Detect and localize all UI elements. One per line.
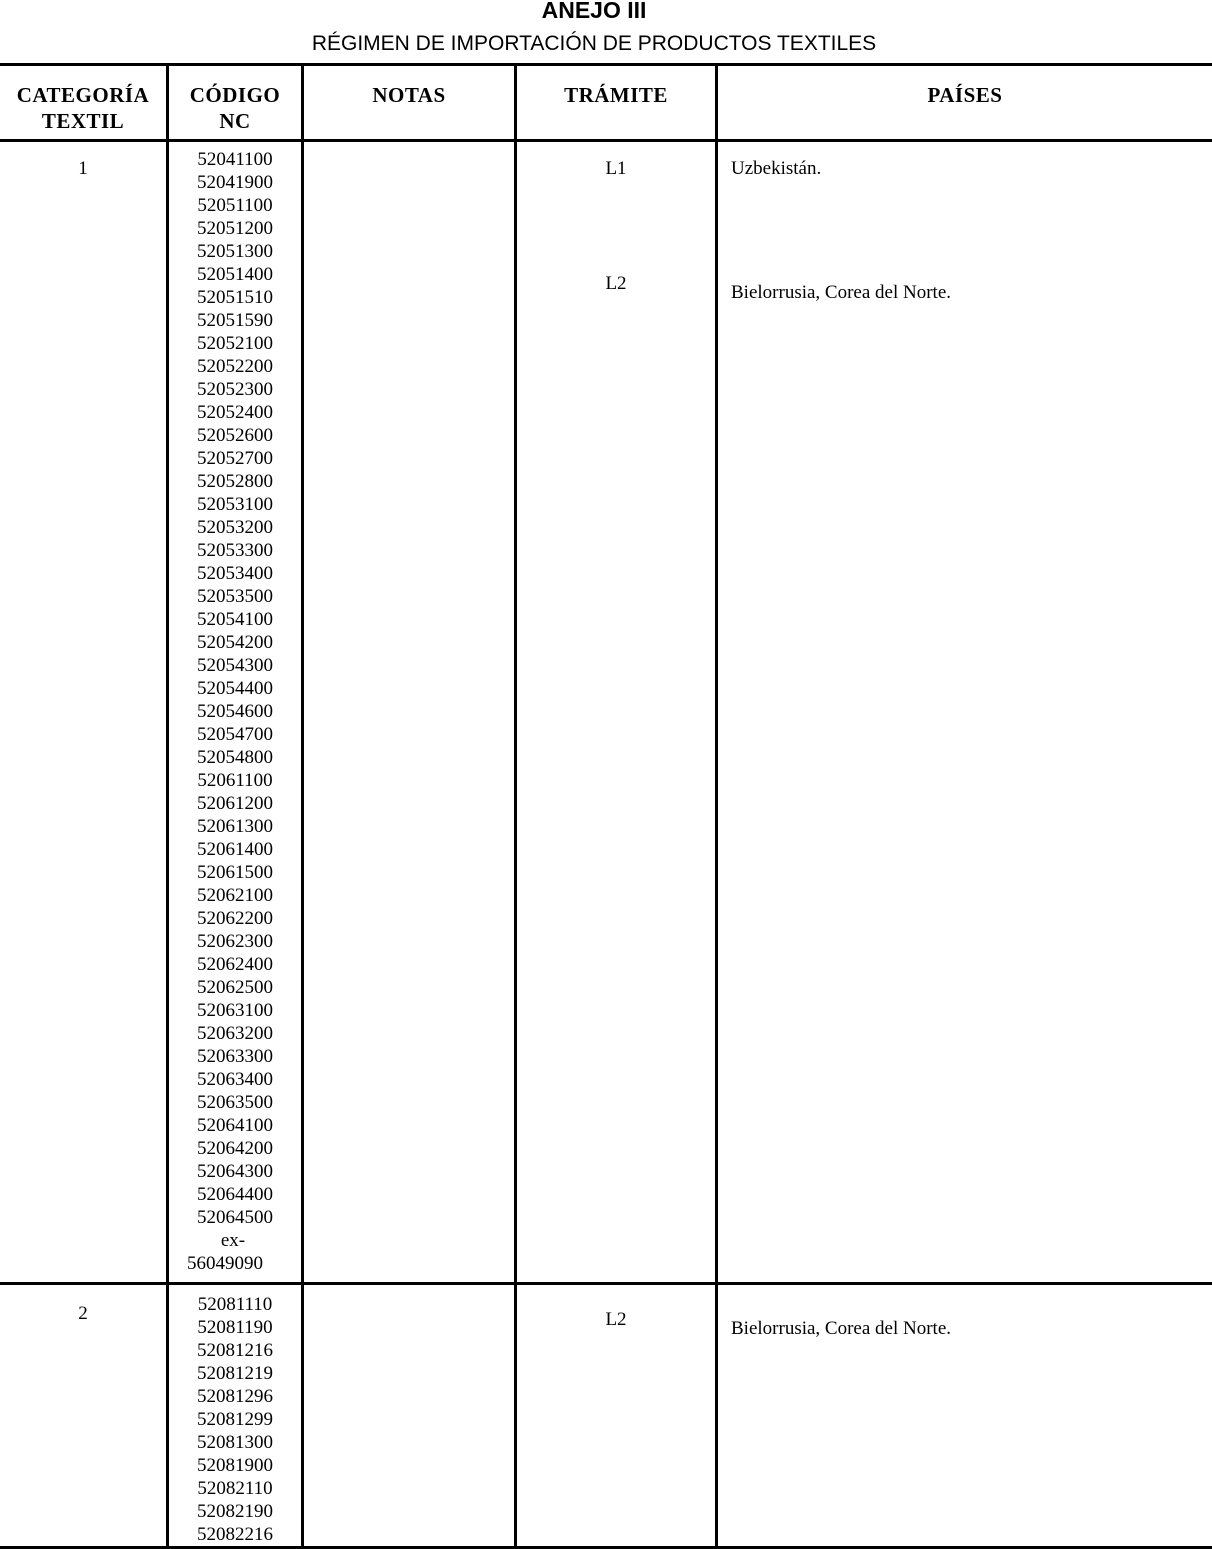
column-header-notas — [304, 82, 514, 108]
nc-code: 52054200 — [197, 632, 273, 653]
document-subtitle: RÉGIMEN DE IMPORTACIÓN DE PRODUCTOS TEXTILES — [311, 32, 877, 55]
nc-code: 52082216 — [197, 1524, 273, 1545]
column-header-codigo — [169, 82, 301, 134]
nc-code: 52082110 — [197, 1478, 273, 1499]
nc-code: 52063100 — [197, 1000, 273, 1021]
row1-paises-2: Bielorrusia, Corea del Norte. — [731, 282, 952, 303]
nc-code: 52064400 — [197, 1184, 273, 1205]
nc-code: 52053100 — [197, 494, 273, 515]
row1-tramite-1: L1 — [605, 158, 627, 179]
nc-code: 52051100 — [197, 195, 273, 216]
nc-code: 52062400 — [197, 954, 273, 975]
nc-code: 52062200 — [197, 908, 273, 929]
nc-code: 52051400 — [197, 264, 273, 285]
header-notas-label: NOTAS — [372, 83, 446, 107]
table-top-rule — [0, 63, 1212, 66]
nc-code: 52081219 — [197, 1363, 273, 1384]
nc-code: 52064500 — [197, 1207, 273, 1228]
nc-code: 52054300 — [197, 655, 273, 676]
nc-code: 52081296 — [197, 1386, 273, 1407]
nc-code: 52081299 — [197, 1409, 273, 1430]
header-codigo-label: CÓDIGO NC — [189, 83, 281, 133]
nc-code: 52053300 — [197, 540, 273, 561]
column-rule — [301, 63, 304, 1549]
nc-code: 52052700 — [197, 448, 273, 469]
header-paises-label: PAÍSES — [927, 83, 1003, 107]
nc-code: 52052300 — [197, 379, 273, 400]
nc-code: 52063400 — [197, 1069, 273, 1090]
nc-code: 52053400 — [197, 563, 273, 584]
nc-code: 52052600 — [197, 425, 273, 446]
nc-code: 52054400 — [197, 678, 273, 699]
nc-code: 52051510 — [197, 287, 273, 308]
nc-code: 52063200 — [197, 1023, 273, 1044]
row-divider-rule — [0, 1282, 1212, 1285]
row2-categoria: 2 — [78, 1303, 88, 1324]
row1-categoria: 1 — [78, 158, 88, 179]
row2-paises-1: Bielorrusia, Corea del Norte. — [731, 1318, 952, 1339]
nc-code: 52052400 — [197, 402, 273, 423]
nc-code: 52051200 — [197, 218, 273, 239]
nc-code: 52061200 — [197, 793, 273, 814]
nc-code: 52041100 — [197, 149, 273, 170]
nc-code: 52053500 — [197, 586, 273, 607]
nc-code: 56049090 — [187, 1253, 263, 1274]
nc-code: 52051590 — [197, 310, 273, 331]
nc-code: 52064100 — [197, 1115, 273, 1136]
nc-code: 52052100 — [197, 333, 273, 354]
header-bottom-rule — [0, 139, 1212, 142]
row1-tramite-2: L2 — [605, 273, 627, 294]
nc-code: 52061300 — [197, 816, 273, 837]
nc-code: 52062100 — [197, 885, 273, 906]
nc-code: 52051300 — [197, 241, 273, 262]
header-tramite-label: TRÁMITE — [564, 83, 668, 107]
nc-code: 52081190 — [197, 1317, 273, 1338]
nc-code: 52064200 — [197, 1138, 273, 1159]
nc-code: 52062300 — [197, 931, 273, 952]
nc-code: 52081216 — [197, 1340, 273, 1361]
nc-code: 52041900 — [197, 172, 273, 193]
nc-code: 52081300 — [197, 1432, 273, 1453]
nc-code: 52052200 — [197, 356, 273, 377]
column-rule — [715, 63, 718, 1549]
nc-code: 52064300 — [197, 1161, 273, 1182]
nc-code: 52052800 — [197, 471, 273, 492]
column-header-tramite — [517, 82, 715, 108]
nc-code: 52061100 — [197, 770, 273, 791]
column-header-categoria — [0, 82, 166, 134]
row1-code-list — [169, 148, 301, 1275]
nc-code: 52054100 — [197, 609, 273, 630]
nc-code: 52061500 — [197, 862, 273, 883]
nc-code: 52081110 — [197, 1294, 273, 1315]
nc-code: 52054800 — [197, 747, 273, 768]
nc-code: 52053200 — [197, 517, 273, 538]
row2-code-list — [169, 1293, 301, 1546]
nc-code: 52063300 — [197, 1046, 273, 1067]
header-categoria-label: CATEGORÍA TEXTIL — [16, 83, 150, 133]
nc-code: 52062500 — [197, 977, 273, 998]
nc-code: 52061400 — [197, 839, 273, 860]
nc-code: 52082190 — [197, 1501, 273, 1522]
row1-paises-1: Uzbekistán. — [731, 158, 822, 179]
document-title: ANEJO III — [541, 0, 647, 23]
column-header-paises — [718, 82, 1212, 108]
nc-code: 52081900 — [197, 1455, 273, 1476]
row2-tramite-1: L2 — [605, 1309, 627, 1330]
nc-code: 52063500 — [197, 1092, 273, 1113]
nc-code: 52054600 — [197, 701, 273, 722]
nc-code: ex- — [220, 1230, 246, 1251]
nc-code: 52054700 — [197, 724, 273, 745]
